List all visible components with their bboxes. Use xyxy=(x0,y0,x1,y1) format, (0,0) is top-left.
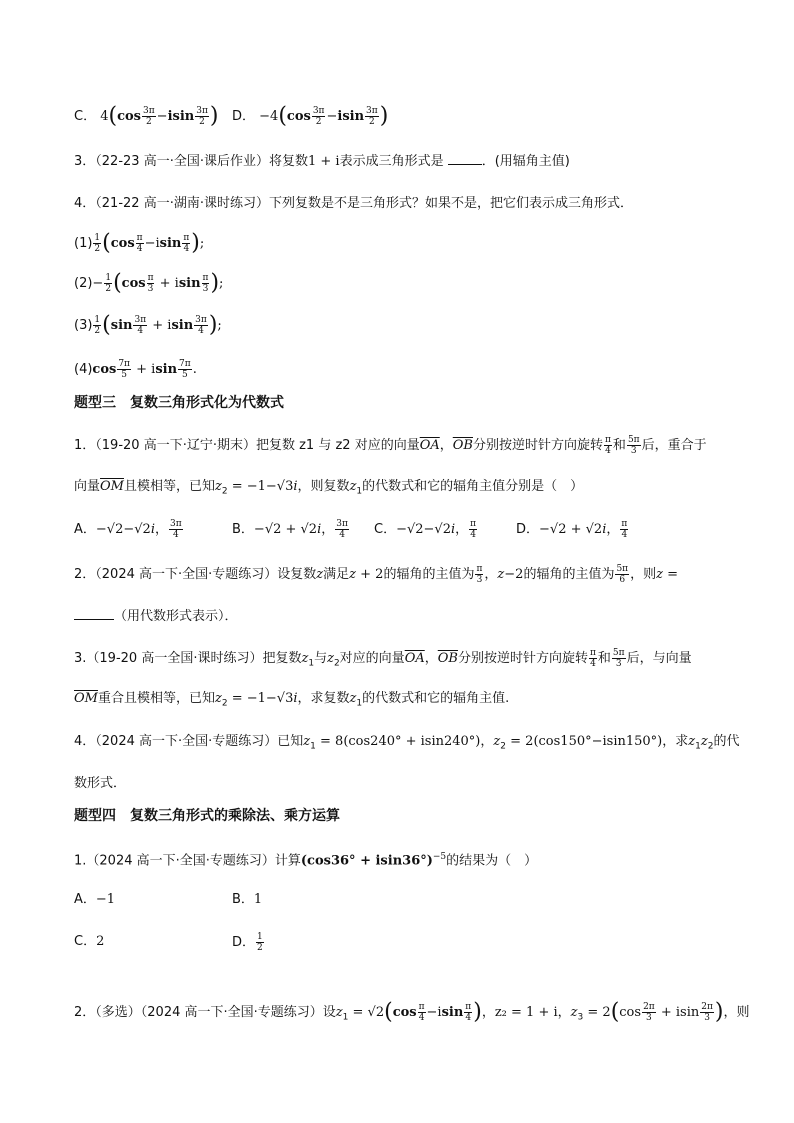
s3q1-option-b[interactable] xyxy=(232,519,350,540)
question-text: 满足 xyxy=(323,567,350,582)
question-text: 的辐角的主值为 xyxy=(383,567,475,582)
s3-question-3: 3.（19-20 高一全国·课时练习）把复数$z_1$与$z_2$对应的向量$\overline{OA}$，$\overline{OB}$分别按逆时针方向旋转 $\frac{\pi}{4}$ 和 $\frac{5\pi}{3}$ 后，与向量 xyxy=(74,648,692,669)
section-4-title: 题型四 复数三角形式的乘除法、乘方运算 xyxy=(74,808,340,824)
question-text: 表示成三角形式是 xyxy=(339,154,444,169)
option-value: −√2 + √2i， $\frac{\pi}{4}$ xyxy=(539,519,628,540)
option-value: −√2−√2i， $\frac{\pi}{4}$ xyxy=(396,519,477,540)
question-number: 3. xyxy=(74,651,87,666)
question-text: 的辐角的主值为 xyxy=(523,567,615,582)
s3-question-1: 1．（19-20 高一下·辽宁·期末）把复数 z1 与 z2 对应的向量$\overline{OA}$，$\overline{OB}$分别按逆时针方向旋转 $\frac{\pi}{4}$ 和 $\frac{5\pi}{3}$ 后，重合于 xyxy=(74,435,707,456)
option-value: −√2 + √2i， $\frac{3\pi}{4}$ xyxy=(253,519,348,540)
question-number: 2． xyxy=(74,567,96,582)
option-value: $\frac{1}{2}$ xyxy=(257,932,263,953)
question-text: 计算 xyxy=(274,853,301,869)
question-text: 对应的向量 xyxy=(339,651,405,666)
item-label: (4) xyxy=(74,362,93,377)
question-text: 后，重合于 xyxy=(641,438,707,453)
s3q1-option-d[interactable] xyxy=(516,519,629,540)
question-source: （2024 高一下·全国·专题练习） xyxy=(86,853,275,869)
question-number: 4． xyxy=(74,734,96,749)
question-number: 4． xyxy=(74,196,96,211)
s4-question-2: 2．（多选）（2024 高一下·全国·专题练习）设$z_1 = √2(\cos$ $\frac{\pi}{4}$ −isin $\frac{\pi}{4}$ )，z₂ = 1 + i，$z_3 = 2(\cos$ $\frac{2\pi}{3}$ + isin $\frac{2\pi}{3}$ )，则 xyxy=(74,999,750,1025)
q4-item-4: (4)cos $\frac{7\pi}{5}$ + isin $\frac{7\pi}{5}$ . xyxy=(74,359,197,380)
s3-question-2: 2．（2024 高一下·全国·专题练习）设复数z满足z + 2的辐角的主值为 $\frac{\pi}{3}$ ，z−2的辐角的主值为 $\frac{5\pi}{6}$ ，则z = xyxy=(74,564,679,585)
prev-question-options xyxy=(74,103,219,129)
question-text: 设复数 xyxy=(277,567,317,582)
question-number: 2． xyxy=(74,1005,96,1020)
question-text: 的代数式和它的辐角主值分别是（ ） xyxy=(362,479,584,494)
question-text: 与 xyxy=(314,651,328,666)
s3-question-3-line2: $\overline{OM}$重合且模相等，已知$z_2 = -1-√3i$，求复数$z_1$的代数式和它的辐角主值. xyxy=(74,691,510,709)
question-text: 的代 xyxy=(713,734,740,749)
question-text: 已知 xyxy=(277,734,304,749)
exponent: −5 xyxy=(432,852,447,862)
item-label: (1) xyxy=(74,236,93,251)
question-text: ．(用辐角主值) xyxy=(481,154,570,169)
s3q1-option-c[interactable] xyxy=(374,519,478,540)
question-text: 后，与向量 xyxy=(626,651,692,666)
item-label: (2) xyxy=(74,276,93,291)
question-text: 和 xyxy=(612,438,626,453)
question-text: 分别按逆时针方向旋转 xyxy=(472,438,603,453)
question-number: 1． xyxy=(74,438,96,453)
question-text: ， xyxy=(557,1005,571,1020)
s4q1-option-b[interactable] xyxy=(232,890,262,910)
question-text: 分别按逆时针方向旋转 xyxy=(457,651,588,666)
question-text: ，则 xyxy=(630,567,657,582)
option-d-value: −4(cos $\frac{3\pi}{2}$ −isin $\frac{3\pi}{2}$ ) xyxy=(259,103,389,129)
question-text: 把复数 xyxy=(262,651,302,666)
s3-question-4: 4．（2024 高一下·全国·专题练习）已知$z_1 = 8(\cos 240^\circ + isin240^\circ)$，$z_2 = 2(\cos 150^\circ-isin150^\circ)$，求$z_1z_2$的代 xyxy=(74,734,740,752)
option-label: A． xyxy=(74,892,96,907)
question-text: 的代数式和它的辐角主值. xyxy=(362,691,510,706)
s4q1-option-a[interactable] xyxy=(74,890,115,910)
question-text: 的结果为（ ） xyxy=(446,853,538,869)
section-3-title: 题型三 复数三角形式化为代数式 xyxy=(74,395,284,411)
question-number: 1. xyxy=(74,853,87,869)
s4q1-option-c[interactable] xyxy=(74,932,104,952)
option-label: D． xyxy=(516,522,540,537)
question-4 xyxy=(74,194,633,214)
option-label: B． xyxy=(232,892,254,907)
question-source: （多选）（2024 高一下·全国·专题练习） xyxy=(95,1005,323,1020)
s4q1-option-d[interactable] xyxy=(232,932,265,953)
s3-question-2-line2 xyxy=(74,605,238,627)
option-value: −√2−√2i， $\frac{3\pi}{4}$ xyxy=(95,519,182,540)
option-c-value: 4(cos $\frac{3\pi}{2}$ −isin $\frac{3\pi}{2}$ ) xyxy=(100,103,219,129)
option-label: B． xyxy=(232,522,254,537)
option-d-label: D． xyxy=(232,109,256,124)
s3q1-option-a[interactable] xyxy=(74,519,184,540)
s3-question-4-line2: 数形式． xyxy=(74,776,127,791)
answer-blank[interactable] xyxy=(448,150,482,165)
q4-item-2: (2)− $\frac{1}{2}$ (cos $\frac{\pi}{3}$ + isin $\frac{\pi}{3}$ ); xyxy=(74,270,224,296)
question-text: 重合且模相等，已知 xyxy=(97,691,215,706)
option-d xyxy=(232,103,389,129)
question-text: ， xyxy=(481,1005,495,1020)
question-text: 向量 xyxy=(74,479,101,494)
question-text: 且模相等，已知 xyxy=(123,479,215,494)
question-3 xyxy=(74,150,570,172)
q4-item-3: (3) $\frac{1}{2}$ (sin $\frac{3\pi}{4}$ + isin $\frac{3\pi}{4}$ ); xyxy=(74,312,222,338)
option-value: 1 xyxy=(253,892,263,907)
option-c-label: C． xyxy=(74,109,97,124)
question-text: ，求复数 xyxy=(297,691,350,706)
question-text: 将复数 xyxy=(268,154,308,169)
question-text: （用代数形式表示）． xyxy=(114,609,238,624)
z2-expression: 2(cos150°−isin150°) xyxy=(525,734,663,749)
question-source: （21-22 高一·湖南·课时练习） xyxy=(95,196,269,211)
question-number: 3． xyxy=(74,154,96,169)
question-expression: 1 + i xyxy=(307,154,340,169)
option-label: C． xyxy=(74,934,97,949)
z1-expression: 8(cos240° + isin240°) xyxy=(335,734,481,749)
q4-item-1: (1) $\frac{1}{2}$ (cos $\frac{\pi}{4}$ −isin $\frac{\pi}{4}$ ); xyxy=(74,230,205,256)
question-text: 下列复数是不是三角形式？如果不是，把它们表示成三角形式． xyxy=(268,196,633,211)
question-source: （19-20 高一全国·课时练习） xyxy=(86,651,263,666)
option-value: 2 xyxy=(96,934,105,949)
option-label: D． xyxy=(232,935,256,950)
s4-question-1 xyxy=(74,847,537,871)
question-source: （2024 高一下·全国·专题练习） xyxy=(95,567,278,582)
question-text: 设 xyxy=(322,1005,336,1020)
question-text: 把复数 z1 与 z2 对应的向量 xyxy=(255,438,420,453)
question-text: ，则复数 xyxy=(297,479,350,494)
option-value: −1 xyxy=(95,892,116,907)
option-label: C． xyxy=(374,522,397,537)
question-text: ，则 xyxy=(723,1005,750,1020)
z2-expression: z₂ = 1 + i xyxy=(494,1005,558,1020)
question-text: ， xyxy=(484,567,498,582)
option-label: A． xyxy=(74,522,96,537)
question-source: （22-23 高一·全国·课后作业） xyxy=(95,154,269,169)
item-label: (3) xyxy=(74,318,93,333)
question-text: 和 xyxy=(597,651,611,666)
expression: (cos36° + isin36°) xyxy=(300,853,433,869)
question-text: ，求 xyxy=(662,734,689,749)
question-source: （2024 高一下·全国·专题练习） xyxy=(95,734,278,749)
s3-question-1-line2: 向量$\overline{OM}$且模相等，已知$z_2 = -1-√3i$，则复数$z_1$的代数式和它的辐角主值分别是（ ） xyxy=(74,479,584,497)
answer-blank[interactable] xyxy=(74,605,114,620)
question-source: （19-20 高一下·辽宁·期末） xyxy=(95,438,256,453)
